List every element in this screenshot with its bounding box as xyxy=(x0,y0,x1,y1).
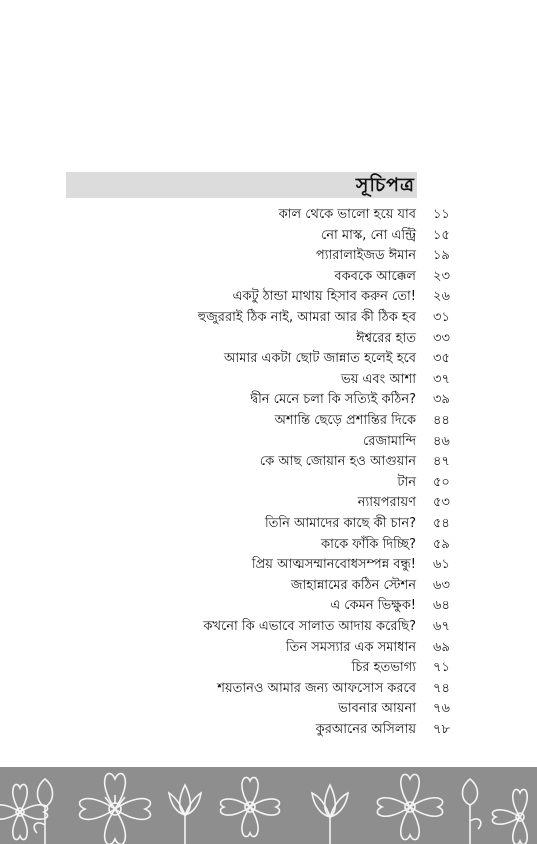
toc-entry xyxy=(0,267,537,287)
toc-entry-title: শয়তানও আমার জন্য আফসোস করবে xyxy=(217,680,416,696)
toc-entry-title: কাল থেকে ভালো হয়ে যাব xyxy=(278,207,416,222)
toc-entry xyxy=(0,720,537,740)
toc-entry-page: ৩৭ xyxy=(433,371,450,387)
toc-entry-title: অশান্তি ছেড়ে প্রশান্তির দিকে xyxy=(274,413,416,428)
toc-entry-title: একটু ঠান্ডা মাথায় হিসাব করুন তো! xyxy=(232,289,416,305)
toc-entry-page: ২৬ xyxy=(433,289,450,305)
toc-entry-page: ৭৬ xyxy=(433,701,450,717)
toc-entry xyxy=(0,555,537,575)
toc-entry-page: ১৯ xyxy=(433,248,450,264)
toc-entry xyxy=(0,432,537,452)
toc-entry-page: ৫৩ xyxy=(433,495,450,511)
toc-entry-title: প্রিয় আত্মসম্মানবোধসম্পন্ন বন্ধু! xyxy=(251,557,416,573)
toc-entry-page: ৪৭ xyxy=(433,454,450,470)
toc-entry xyxy=(0,596,537,616)
toc-entry xyxy=(0,308,537,328)
toc-entry-title: তিন সমস্যার এক সমাধান xyxy=(285,639,416,655)
toc-entry-page: ৩৩ xyxy=(433,330,450,346)
toc-entry xyxy=(0,493,537,513)
toc-entry-page: ২৩ xyxy=(433,268,450,284)
toc-entry xyxy=(0,535,537,555)
toc-entry-title: বকবকে আক্কেল xyxy=(334,268,416,284)
toc-entry-page: ৭৪ xyxy=(433,680,450,696)
toc-entry-page: ৫৯ xyxy=(433,536,450,552)
toc-entry-page: ৭৮ xyxy=(433,722,450,737)
toc-entry xyxy=(0,638,537,658)
toc-entry-title: প্যারালাইজড ঈমান xyxy=(315,248,416,264)
toc-entry xyxy=(0,390,537,410)
toc-entry-title: এ কেমন ভিক্ষুক! xyxy=(330,598,416,614)
toc-entry-title: জাহান্নামের কঠিন স্টেশন xyxy=(290,577,416,593)
toc-entry xyxy=(0,329,537,349)
toc-entry-page: ৩১ xyxy=(433,310,450,325)
toc-entry-page: ৬১ xyxy=(433,557,450,573)
toc-entry xyxy=(0,679,537,699)
toc-entry-title: ভাবনার আয়না xyxy=(338,701,416,717)
toc-entry-title: ঈশ্বরের হাত xyxy=(356,330,416,346)
toc-entry xyxy=(0,246,537,266)
toc-entry-page: ৩৫ xyxy=(433,351,450,367)
toc-entry-title: ন্যায়পরায়ণ xyxy=(357,495,416,511)
toc-entry-title: কে আছ জোয়ান হও আগুয়ান xyxy=(259,454,416,470)
toc-entry-page: ৬৩ xyxy=(433,577,450,593)
toc-entry-page: ৪৪ xyxy=(433,413,450,428)
toc-entry-page: ৭১ xyxy=(433,660,450,676)
toc-entry-title: ভয় এবং আশা xyxy=(341,371,416,387)
toc-entry-title: চির হতভাগ্য xyxy=(351,660,416,676)
toc-entry xyxy=(0,452,537,472)
toc-entry-page: ৪৬ xyxy=(433,433,450,449)
toc-entry xyxy=(0,473,537,493)
toc-entry xyxy=(0,205,537,225)
toc-entry-title: কুরআনের অসিলায় xyxy=(315,722,416,737)
toc-entry xyxy=(0,699,537,719)
toc-entry-title: দ্বীন মেনে চলা কি সত্যিই কঠিন? xyxy=(250,392,416,408)
toc-entry-page: ৬৭ xyxy=(433,619,450,634)
toc-entry-page: ৫৪ xyxy=(433,516,450,531)
toc-entry xyxy=(0,411,537,431)
toc-entry-title: রেজামান্দি xyxy=(363,433,416,449)
page-title: সূচিপত্র xyxy=(355,174,415,196)
toc-entry xyxy=(0,617,537,637)
toc-entry xyxy=(0,349,537,369)
toc-entry xyxy=(0,287,537,307)
toc-entry-title: টান xyxy=(397,474,416,490)
toc-entry-title: কখনো কি এভাবে সালাত আদায় করেছি? xyxy=(203,619,416,634)
floral-footer-decoration xyxy=(0,767,537,844)
toc-entry-page: ১১ xyxy=(433,207,450,222)
toc-entry-title: হুজুররাই ঠিক নাই, আমরা আর কী ঠিক হব xyxy=(197,310,416,325)
toc-entry-title: নো মাস্ক, নো এন্ট্রি xyxy=(320,227,416,243)
toc-entry xyxy=(0,658,537,678)
toc-entry-title: আমার একটা ছোট জান্নাত হলেই হবে xyxy=(224,351,416,367)
toc-entry xyxy=(0,226,537,246)
toc-entry-page: ১৫ xyxy=(433,227,450,243)
toc-entry-page: ৫০ xyxy=(433,474,450,490)
toc-entry-page: ৬৪ xyxy=(433,598,450,614)
toc-entry xyxy=(0,370,537,390)
toc-entry-title: তিনি আমাদের কাছে কী চান? xyxy=(264,516,416,531)
toc-entry-title: কাকে ফাঁকি দিচ্ছি? xyxy=(320,536,416,552)
floral-pattern-icon xyxy=(0,767,537,844)
toc-entry-page: ৩৯ xyxy=(433,392,450,408)
toc-entry xyxy=(0,576,537,596)
toc-entry-page: ৬৯ xyxy=(433,639,450,655)
toc-entry xyxy=(0,514,537,534)
